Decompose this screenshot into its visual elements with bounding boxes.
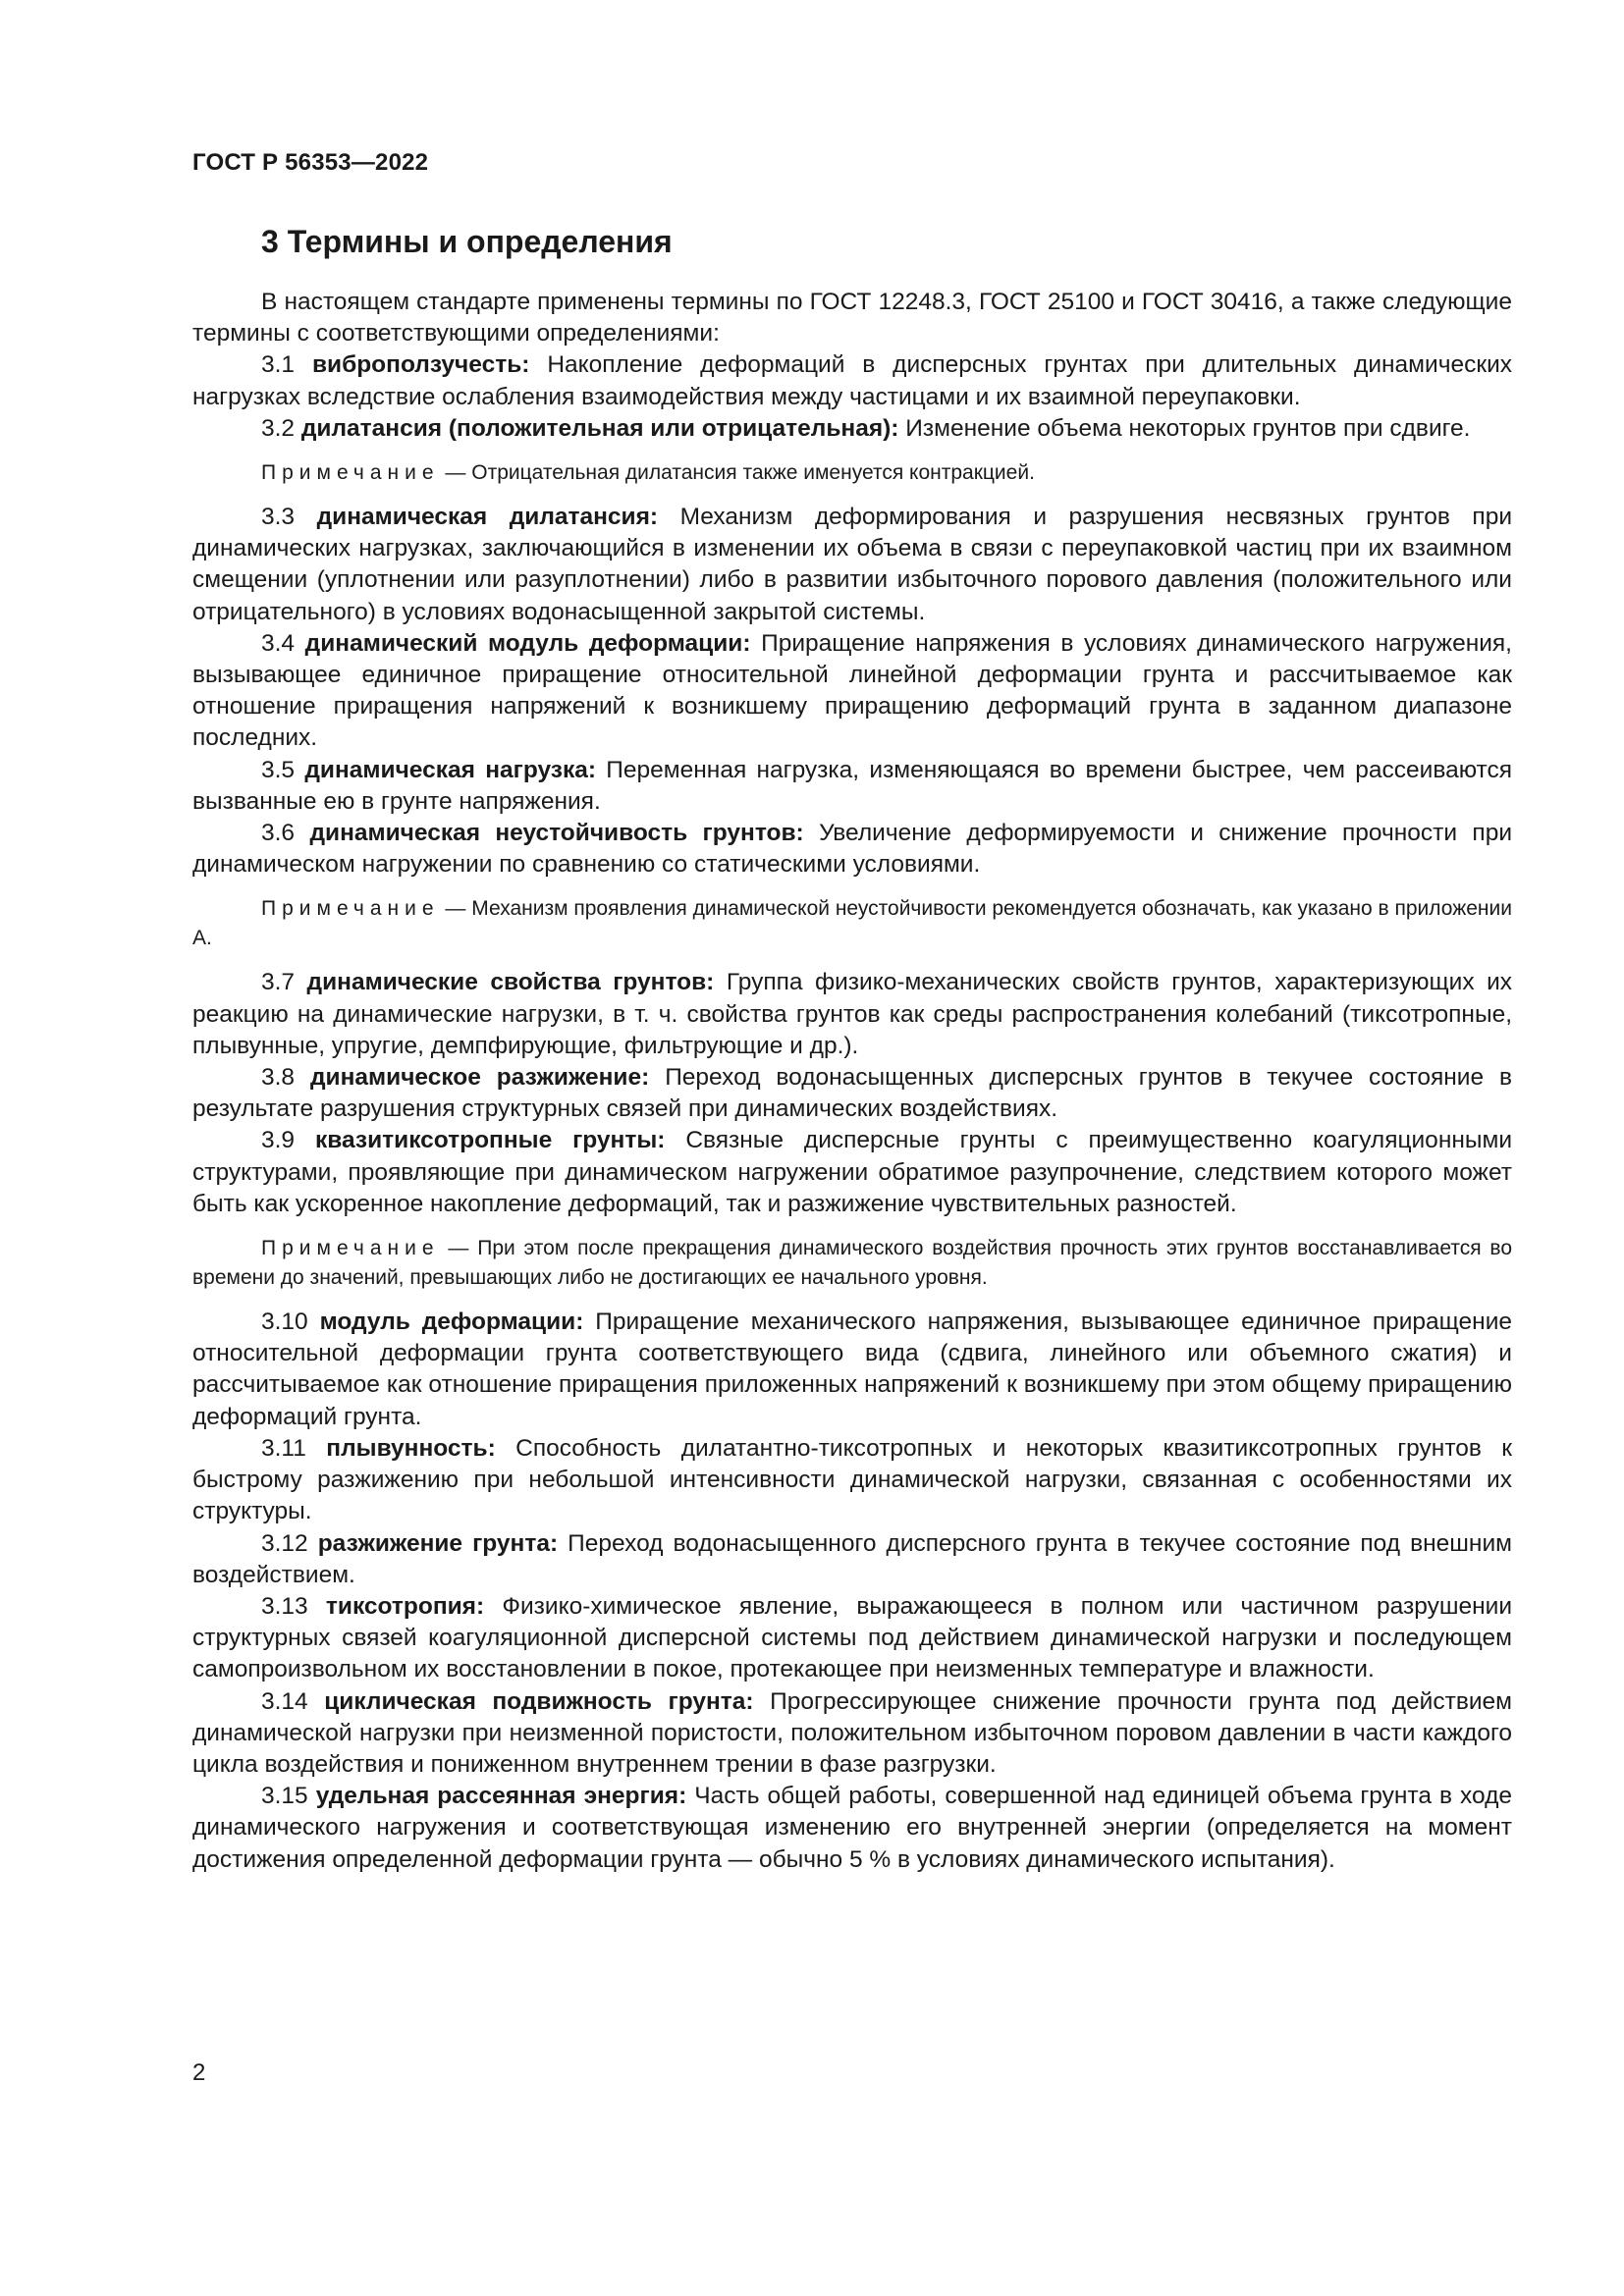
term-3-9	[192, 1125, 1512, 1220]
document-code: ГОСТ Р 56353—2022	[192, 149, 429, 176]
term-definition: Увеличение деформируемости и снижение прочности при динамическом нагружении по сравнению со статическими условиями.	[192, 820, 1513, 879]
term-3-4	[192, 628, 1512, 755]
term-number: 3.11	[261, 1434, 306, 1462]
term-definition: Переход водонасыщенного дисперсного грунта в текучее состояние под внешним воздействием.	[192, 1529, 1512, 1588]
term-number: 3.4	[261, 629, 296, 657]
term-definition: Приращение напряжения в условиях динамического нагружения, вызывающее единичное приращение относительной линейной деформации грунта и рассчитываемое как отношение приращения напряжений к возникшему приращению деформаций грунта в заданном диапазоне последних.	[192, 629, 1512, 752]
term-3-3	[192, 502, 1512, 628]
term-number: 3.8	[261, 1064, 296, 1092]
term-name: динамический модуль деформации:	[304, 629, 751, 657]
note-3-6	[192, 894, 1512, 953]
term-name: динамическая нагрузка:	[304, 756, 596, 783]
term-3-13	[192, 1591, 1512, 1686]
term-3-11	[192, 1433, 1512, 1528]
term-definition: Приращение механического напряжения, вызывающее единичное приращение относительной деформации грунта соответствующего вида (сдвига, линейного или объемного сжатия) и рассчитываемое как отношение приращения приложенных напряжений к возникшему при этом общему приращению деформаций грунта.	[192, 1308, 1513, 1430]
term-3-14	[192, 1686, 1512, 1782]
term-3-1	[192, 349, 1512, 412]
term-number: 3.6	[261, 820, 296, 847]
term-definition: Изменение объема некоторых грунтов при сдвиге.	[905, 414, 1471, 442]
term-name: квазитиксотропные грунты:	[314, 1127, 666, 1154]
term-3-5	[192, 755, 1512, 818]
note-dash: —	[448, 1237, 469, 1260]
term-definition: Группа физико-механических свойств грунтов, характеризующих их реакцию на динамические нагрузки, в т. ч. свойства грунтов как среды распространения колебаний (тиксотропные, плывунные, упругие, демпфирующие, фильтрующие и др.).	[192, 969, 1513, 1059]
term-number: 3.7	[261, 969, 296, 996]
term-name: разжижение грунта:	[317, 1529, 559, 1557]
note-dash: —	[445, 461, 466, 485]
term-name: модуль деформации:	[319, 1308, 584, 1336]
term-name: удельная рассеянная энергия:	[315, 1783, 687, 1810]
term-number: 3.13	[261, 1592, 308, 1620]
note-label: Примечание	[261, 897, 440, 921]
term-definition: Переменная нагрузка, изменяющаяся во времени быстрее, чем рассеиваются вызванные ею в грунте напряжения.	[192, 756, 1512, 815]
term-number: 3.15	[261, 1783, 308, 1810]
term-definition: Переход водонасыщенных дисперсных грунтов в текучее состояние в результате разрушения структурных связей при динамических воздействиях.	[192, 1064, 1512, 1123]
note-label: Примечание	[261, 1237, 440, 1260]
term-3-15	[192, 1781, 1512, 1876]
term-name: плывунность:	[326, 1434, 496, 1462]
term-definition: Механизм деформирования и разрушения несвязных грунтов при динамических нагрузках, заключающийся в изменении их объема в связи с переупаковкой частиц при их взаимном смещении (уплотнении или разуплотнении) либо в развитии избыточного порового давления (положительного или отрицательного) в условиях водонасыщенной закрытой системы.	[192, 504, 1513, 625]
term-number: 3.14	[261, 1687, 308, 1715]
term-number: 3.1	[261, 351, 296, 379]
term-number: 3.12	[261, 1529, 308, 1557]
section-title: 3 Термины и определения	[261, 224, 673, 259]
term-number: 3.2	[261, 414, 296, 442]
note-dash: —	[445, 897, 466, 921]
term-name: дилатансия (положительная или отрицательная):	[300, 414, 899, 442]
term-number: 3.3	[261, 504, 296, 531]
term-definition: Способность дилатантно-тиксотропных и некоторых квазитиксотропных грунтов к быстрому разжижению при небольшой интенсивности динамической нагрузки, связанная с особенностями их структуры.	[192, 1434, 1513, 1525]
note-3-9	[192, 1234, 1512, 1293]
term-number: 3.9	[261, 1127, 296, 1154]
term-number: 3.5	[261, 756, 296, 783]
term-definition: Накопление деформаций в дисперсных грунтах при длительных динамических нагрузках вследствие ослабления взаимодействия между частицами и их взаимной переупаковки.	[192, 351, 1512, 410]
term-name: динамическое разжижение:	[309, 1064, 650, 1092]
term-3-12	[192, 1528, 1512, 1591]
note-3-2	[192, 458, 1512, 488]
note-text: При этом после прекращения динамического воздействия прочность этих грунтов восстанавливается во времени до значений, превышающих либо не достигающих ее начального уровня.	[192, 1237, 1512, 1290]
term-name: тиксотропия:	[325, 1592, 485, 1620]
term-name: динамическая неустойчивость грунтов:	[309, 820, 804, 847]
term-number: 3.10	[261, 1308, 308, 1336]
term-3-10	[192, 1307, 1512, 1433]
note-text: Отрицательная дилатансия также именуется контракцией.	[471, 461, 1035, 485]
term-3-7	[192, 967, 1512, 1062]
term-definition: Связные дисперсные грунты с преимущественно коагуляционными структурами, проявляющие при динамическом нагружении обратимое разупрочнение, следствием которого может быть как ускоренное накопление деформаций, так и разжижение чувствительных разностей.	[192, 1127, 1513, 1217]
term-3-8	[192, 1062, 1512, 1125]
term-definition: Прогрессирующее снижение прочности грунта под действием динамической нагрузки при неизменной пористости, положительном избыточном поровом давлении в части каждого цикла воздействия и пониженном внутреннем трении в фазе разгрузки.	[192, 1687, 1512, 1778]
note-label: Примечание	[261, 461, 440, 485]
note-text: Механизм проявления динамической неустойчивости рекомендуется обозначать, как указано в приложении А.	[192, 897, 1512, 950]
term-3-6	[192, 818, 1512, 881]
term-name: циклическая подвижность грунта:	[324, 1687, 754, 1715]
term-name: динамические свойства грунтов:	[306, 969, 715, 996]
term-name: виброползучесть:	[311, 351, 530, 379]
term-definition: Физико-химическое явление, выражающееся в полном или частичном разрушении структурных связей коагуляционной дисперсной системы под действием динамической нагрузки и последующем самопроизвольном их восстановлении в покое, протекающее при неизменных температуре и влажности.	[192, 1592, 1513, 1683]
intro-paragraph: В настоящем стандарте применены термины по ГОСТ 12248.3, ГОСТ 25100 и ГОСТ 30416, а также следующие термины с соответствующими определениями:	[192, 289, 1512, 347]
term-name: динамическая дилатансия:	[316, 504, 659, 531]
term-3-2	[192, 413, 1512, 445]
page-number: 2	[192, 2059, 206, 2086]
document-body	[192, 287, 1512, 1876]
term-definition: Часть общей работы, совершенной над единицей объема грунта в ходе динамического нагружения и соответствующая изменению его внутренней энергии (определяется на момент достижения определенной деформации грунта — обычно 5 % в условиях динамического испытания).	[192, 1783, 1513, 1873]
